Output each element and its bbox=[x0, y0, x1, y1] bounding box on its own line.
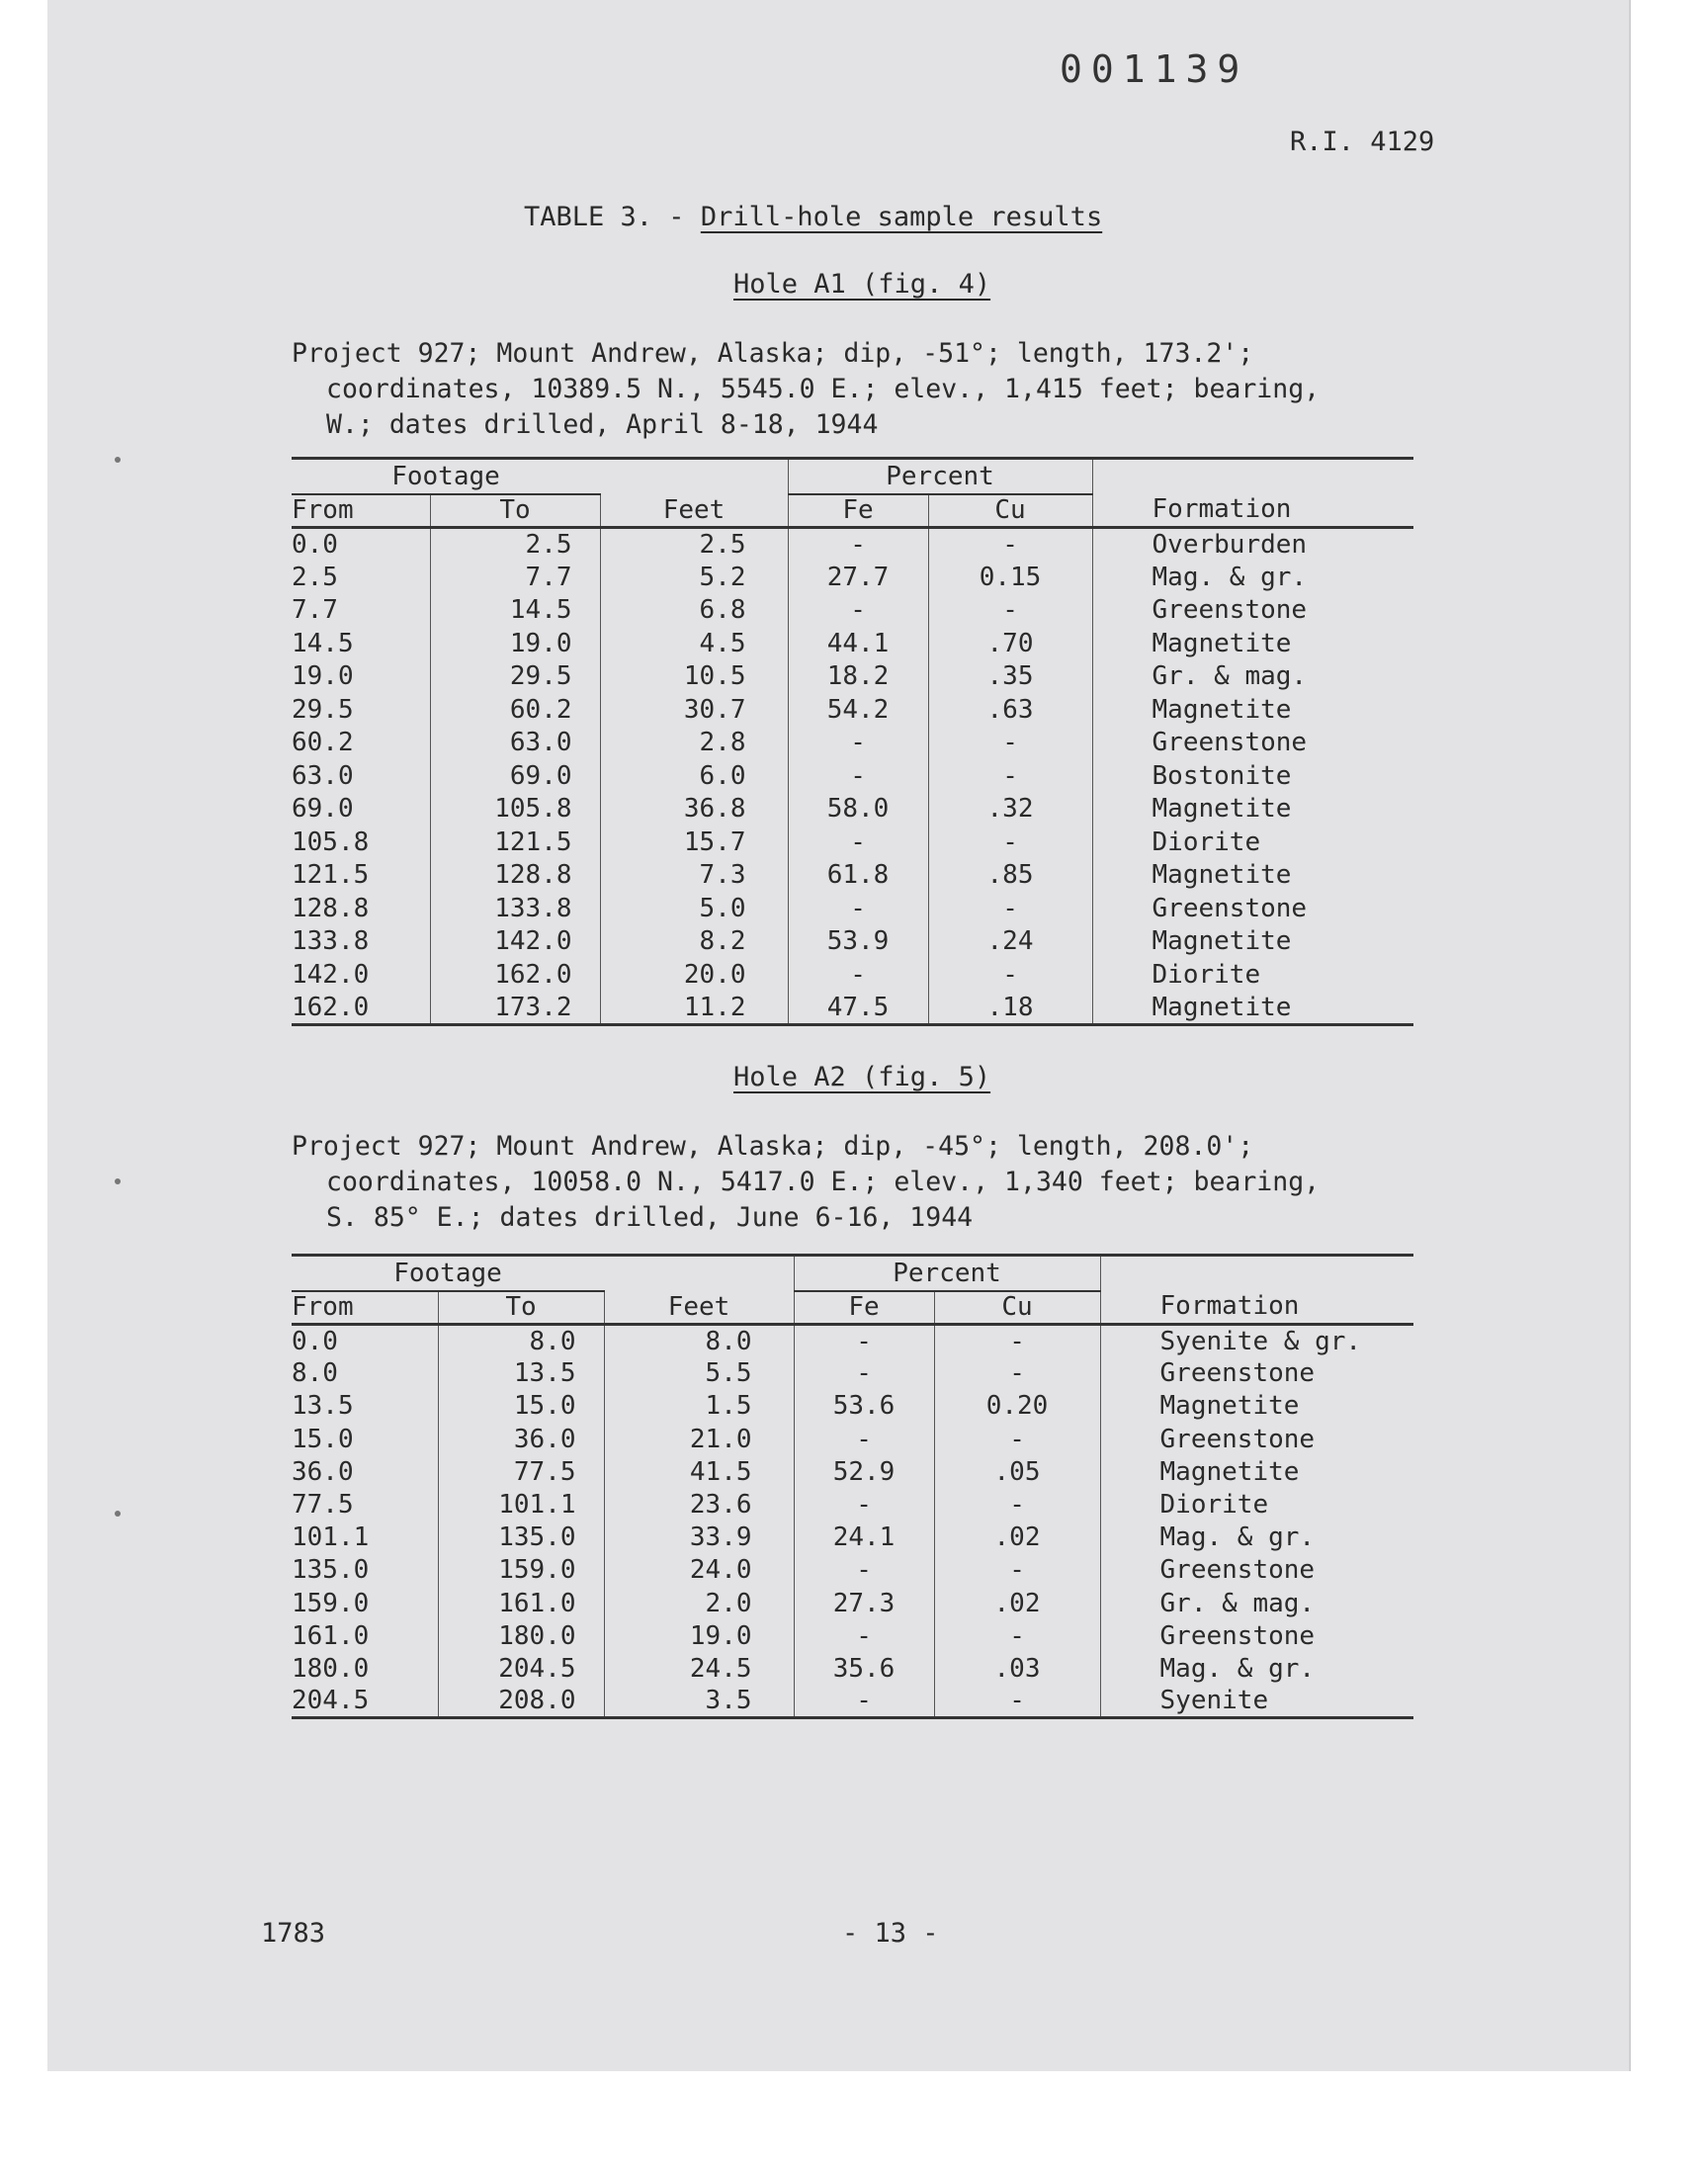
from-cell: 142.0 bbox=[292, 959, 370, 990]
feet-cell: 24.5 bbox=[604, 1652, 794, 1685]
cu-cell: - bbox=[928, 826, 1092, 859]
feet-cell: 2.5 bbox=[600, 528, 788, 562]
cu-cell: - bbox=[928, 958, 1092, 992]
formation-cell: Mag. & gr. bbox=[1100, 1522, 1413, 1554]
feet-header: Feet bbox=[600, 494, 788, 528]
formation-cell: Greenstone bbox=[1100, 1423, 1413, 1455]
formation-cell: Magnetite bbox=[1100, 1390, 1413, 1423]
cu-cell: .63 bbox=[928, 693, 1092, 727]
cu-cell: .24 bbox=[928, 925, 1092, 959]
table-row bbox=[292, 693, 1413, 727]
page-number: - 13 - bbox=[842, 1918, 939, 1949]
feet-cell: 5.0 bbox=[600, 892, 788, 925]
feet-cell: 3.5 bbox=[604, 1686, 794, 1718]
to-cell: 60.2 bbox=[430, 693, 600, 727]
table-row bbox=[292, 826, 1413, 859]
to-cell: 159.0 bbox=[438, 1554, 604, 1587]
formation-cell: Syenite bbox=[1100, 1686, 1413, 1718]
to-cell: 135.0 bbox=[438, 1522, 604, 1554]
table-row bbox=[292, 561, 1413, 594]
cu-cell: - bbox=[928, 528, 1092, 562]
fe-header: Fe bbox=[794, 1291, 934, 1325]
from-cell: 105.8 bbox=[292, 826, 370, 857]
fe-cell: 53.6 bbox=[794, 1390, 934, 1423]
fe-cell: 61.8 bbox=[788, 859, 928, 893]
table-row bbox=[292, 528, 1413, 562]
to-cell: 162.0 bbox=[430, 958, 600, 992]
table-title-prefix: TABLE 3. - bbox=[524, 202, 701, 232]
feet-cell: 30.7 bbox=[600, 693, 788, 727]
hole-a1-desc-line: W.; dates drilled, April 8-18, 1944 bbox=[326, 409, 879, 440]
formation-cell: Diorite bbox=[1100, 1488, 1413, 1521]
cu-cell: 0.15 bbox=[928, 561, 1092, 594]
formation-cell: Diorite bbox=[1092, 958, 1413, 992]
to-cell: 133.8 bbox=[430, 892, 600, 925]
table-row bbox=[292, 660, 1413, 694]
fe-cell: - bbox=[788, 594, 928, 628]
table-title-text: Drill-hole sample results bbox=[700, 202, 1103, 232]
formation-cell: Bostonite bbox=[1092, 759, 1413, 793]
feet-cell: 36.8 bbox=[600, 793, 788, 826]
cu-cell: - bbox=[934, 1554, 1100, 1587]
from-cell: 60.2 bbox=[292, 728, 354, 758]
cu-header: Cu bbox=[928, 494, 1092, 528]
serial-number: 001139 bbox=[1060, 47, 1249, 91]
from-cell: 69.0 bbox=[292, 794, 354, 825]
percent-header: Percent bbox=[788, 459, 1092, 494]
from-cell: 133.8 bbox=[292, 926, 370, 957]
fe-cell: 47.5 bbox=[788, 992, 928, 1025]
table-row bbox=[292, 992, 1413, 1025]
feet-cell: 2.0 bbox=[604, 1587, 794, 1619]
table-row bbox=[292, 1325, 1413, 1357]
cu-cell: - bbox=[928, 892, 1092, 925]
cu-cell: - bbox=[934, 1619, 1100, 1652]
to-cell: 2.5 bbox=[430, 528, 600, 562]
to-cell: 173.2 bbox=[430, 992, 600, 1025]
table-row bbox=[292, 1390, 1413, 1423]
cu-cell: - bbox=[928, 727, 1092, 760]
feet-cell: 8.2 bbox=[600, 925, 788, 959]
feet-cell: 21.0 bbox=[604, 1423, 794, 1455]
table-row bbox=[292, 1488, 1413, 1521]
cu-cell: - bbox=[928, 759, 1092, 793]
feet-cell: 1.5 bbox=[604, 1390, 794, 1423]
table-row bbox=[292, 1522, 1413, 1554]
feet-cell: 7.3 bbox=[600, 859, 788, 893]
footer-code: 1783 bbox=[261, 1918, 326, 1949]
percent-header: Percent bbox=[794, 1256, 1100, 1291]
fe-cell: 18.2 bbox=[788, 660, 928, 694]
table-title bbox=[524, 202, 1102, 232]
table-row bbox=[292, 1357, 1413, 1390]
formation-cell: Greenstone bbox=[1100, 1554, 1413, 1587]
to-cell: 14.5 bbox=[430, 594, 600, 628]
table-row bbox=[292, 627, 1413, 660]
cu-cell: 0.20 bbox=[934, 1390, 1100, 1423]
feet-cell: 5.2 bbox=[600, 561, 788, 594]
fe-cell: 58.0 bbox=[788, 793, 928, 826]
document-page bbox=[47, 0, 1629, 2071]
fe-cell: 54.2 bbox=[788, 693, 928, 727]
from-cell: 8.0 bbox=[292, 1358, 338, 1389]
hole-a1-description bbox=[292, 336, 1428, 443]
fe-cell: 44.1 bbox=[788, 627, 928, 660]
feet-cell: 8.0 bbox=[604, 1325, 794, 1357]
hole-a1-desc-line: Project 927; Mount Andrew, Alaska; dip, -51°; length, 173.2'; bbox=[292, 338, 1254, 369]
to-cell: 142.0 bbox=[430, 925, 600, 959]
to-cell: 128.8 bbox=[430, 859, 600, 893]
from-cell: 0.0 bbox=[292, 1326, 338, 1356]
from-cell: 19.0 bbox=[292, 661, 354, 692]
to-header: To bbox=[438, 1291, 604, 1325]
feet-cell: 4.5 bbox=[600, 627, 788, 660]
feet-cell: 24.0 bbox=[604, 1554, 794, 1587]
footage-header: Footage bbox=[292, 1256, 604, 1291]
fe-cell: - bbox=[794, 1554, 934, 1587]
hole-a2-desc-line: coordinates, 10058.0 N., 5417.0 E.; elev., 1,340 feet; bearing, bbox=[326, 1167, 1321, 1197]
from-cell: 2.5 bbox=[292, 562, 338, 592]
to-cell: 208.0 bbox=[438, 1686, 604, 1718]
feet-cell: 2.8 bbox=[600, 727, 788, 760]
table-row bbox=[292, 1619, 1413, 1652]
from-cell: 180.0 bbox=[292, 1653, 370, 1684]
to-cell: 36.0 bbox=[438, 1423, 604, 1455]
table-row bbox=[292, 759, 1413, 793]
feet-cell: 6.0 bbox=[600, 759, 788, 793]
cu-cell: .02 bbox=[934, 1587, 1100, 1619]
from-cell: 15.0 bbox=[292, 1424, 354, 1454]
cu-cell: - bbox=[934, 1325, 1100, 1357]
to-header: To bbox=[430, 494, 600, 528]
to-cell: 19.0 bbox=[430, 627, 600, 660]
formation-cell: Magnetite bbox=[1092, 859, 1413, 893]
feet-cell: 33.9 bbox=[604, 1522, 794, 1554]
fe-cell: - bbox=[788, 958, 928, 992]
table-row bbox=[292, 958, 1413, 992]
fe-header: Fe bbox=[788, 494, 928, 528]
to-cell: 77.5 bbox=[438, 1455, 604, 1488]
table-row bbox=[292, 1423, 1413, 1455]
hole-a1-table bbox=[292, 457, 1413, 1026]
hole-a2-description bbox=[292, 1129, 1428, 1236]
feet-cell: 6.8 bbox=[600, 594, 788, 628]
feet-header: Feet bbox=[604, 1291, 794, 1325]
scan-speck bbox=[115, 1511, 121, 1517]
to-cell: 15.0 bbox=[438, 1390, 604, 1423]
formation-cell: Magnetite bbox=[1092, 693, 1413, 727]
from-cell: 14.5 bbox=[292, 628, 354, 658]
cu-header: Cu bbox=[934, 1291, 1100, 1325]
from-cell: 121.5 bbox=[292, 860, 370, 891]
cu-cell: - bbox=[934, 1488, 1100, 1521]
feet-cell: 11.2 bbox=[600, 992, 788, 1025]
cu-cell: .35 bbox=[928, 660, 1092, 694]
hole-a1-desc-line: coordinates, 10389.5 N., 5545.0 E.; elev., 1,415 feet; bearing, bbox=[326, 374, 1321, 404]
fe-cell: - bbox=[788, 727, 928, 760]
hole-a2-desc-line: S. 85° E.; dates drilled, June 6-16, 1944 bbox=[326, 1202, 974, 1233]
fe-cell: - bbox=[788, 892, 928, 925]
fe-cell: 35.6 bbox=[794, 1652, 934, 1685]
formation-cell: Magnetite bbox=[1092, 992, 1413, 1025]
from-cell: 13.5 bbox=[292, 1391, 354, 1422]
fe-cell: - bbox=[794, 1686, 934, 1718]
from-header: From bbox=[292, 494, 430, 528]
table-row bbox=[292, 859, 1413, 893]
cu-cell: .02 bbox=[934, 1522, 1100, 1554]
to-cell: 63.0 bbox=[430, 727, 600, 760]
from-cell: 204.5 bbox=[292, 1686, 438, 1718]
from-cell: 36.0 bbox=[292, 1456, 354, 1487]
formation-cell: Magnetite bbox=[1092, 925, 1413, 959]
from-cell: 7.7 bbox=[292, 595, 338, 626]
formation-cell: Magnetite bbox=[1092, 627, 1413, 660]
from-cell: 29.5 bbox=[292, 694, 354, 725]
to-cell: 8.0 bbox=[438, 1325, 604, 1357]
fe-cell: - bbox=[794, 1325, 934, 1357]
to-cell: 29.5 bbox=[430, 660, 600, 694]
formation-cell: Gr. & mag. bbox=[1100, 1587, 1413, 1619]
to-cell: 7.7 bbox=[430, 561, 600, 594]
feet-cell: 23.6 bbox=[604, 1488, 794, 1521]
fe-cell: - bbox=[788, 826, 928, 859]
fe-cell: 27.3 bbox=[794, 1587, 934, 1619]
formation-cell: Diorite bbox=[1092, 826, 1413, 859]
from-cell: 101.1 bbox=[292, 1522, 370, 1553]
from-cell: 135.0 bbox=[292, 1555, 370, 1586]
fe-cell: - bbox=[788, 759, 928, 793]
cu-cell: - bbox=[928, 594, 1092, 628]
fe-cell: 53.9 bbox=[788, 925, 928, 959]
cu-cell: .32 bbox=[928, 793, 1092, 826]
formation-cell: Greenstone bbox=[1092, 594, 1413, 628]
formation-cell: Overburden bbox=[1092, 528, 1413, 562]
from-cell: 128.8 bbox=[292, 893, 370, 923]
hole-a2-desc-line: Project 927; Mount Andrew, Alaska; dip, -45°; length, 208.0'; bbox=[292, 1131, 1254, 1162]
cu-cell: - bbox=[934, 1357, 1100, 1390]
from-cell: 159.0 bbox=[292, 1588, 370, 1618]
to-cell: 161.0 bbox=[438, 1587, 604, 1619]
feet-cell: 41.5 bbox=[604, 1455, 794, 1488]
from-cell: 63.0 bbox=[292, 760, 354, 791]
hole-a2-table bbox=[292, 1254, 1413, 1719]
table-row bbox=[292, 594, 1413, 628]
feet-cell: 20.0 bbox=[600, 958, 788, 992]
footage-header: Footage bbox=[292, 459, 600, 494]
formation-header: Formation bbox=[1092, 494, 1413, 528]
cu-cell: - bbox=[934, 1423, 1100, 1455]
to-cell: 121.5 bbox=[430, 826, 600, 859]
from-cell: 0.0 bbox=[292, 530, 338, 560]
from-cell: 162.0 bbox=[292, 992, 430, 1025]
cu-cell: .05 bbox=[934, 1455, 1100, 1488]
cu-cell: - bbox=[934, 1686, 1100, 1718]
to-cell: 204.5 bbox=[438, 1652, 604, 1685]
from-header: From bbox=[292, 1291, 438, 1325]
fe-cell: - bbox=[794, 1619, 934, 1652]
formation-cell: Magnetite bbox=[1100, 1455, 1413, 1488]
fe-cell: - bbox=[794, 1488, 934, 1521]
hole-a1-heading: Hole A1 (fig. 4) bbox=[733, 269, 991, 300]
from-cell: 77.5 bbox=[292, 1490, 354, 1521]
scan-speck bbox=[115, 457, 121, 463]
cu-cell: .18 bbox=[928, 992, 1092, 1025]
fe-cell: 52.9 bbox=[794, 1455, 934, 1488]
formation-cell: Greenstone bbox=[1100, 1357, 1413, 1390]
formation-cell: Greenstone bbox=[1092, 892, 1413, 925]
formation-cell: Magnetite bbox=[1092, 793, 1413, 826]
table-row bbox=[292, 1587, 1413, 1619]
fe-cell: - bbox=[794, 1357, 934, 1390]
formation-cell: Greenstone bbox=[1092, 727, 1413, 760]
table-row bbox=[292, 793, 1413, 826]
table-row bbox=[292, 1455, 1413, 1488]
fe-cell: 27.7 bbox=[788, 561, 928, 594]
formation-cell: Syenite & gr. bbox=[1100, 1325, 1413, 1357]
formation-cell: Greenstone bbox=[1100, 1619, 1413, 1652]
formation-cell: Mag. & gr. bbox=[1100, 1652, 1413, 1685]
scan-speck bbox=[115, 1178, 121, 1184]
from-cell: 161.0 bbox=[292, 1620, 370, 1651]
feet-cell: 10.5 bbox=[600, 660, 788, 694]
fe-cell: 24.1 bbox=[794, 1522, 934, 1554]
cu-cell: .85 bbox=[928, 859, 1092, 893]
cu-cell: .03 bbox=[934, 1652, 1100, 1685]
formation-cell: Mag. & gr. bbox=[1092, 561, 1413, 594]
table-row bbox=[292, 727, 1413, 760]
report-id: R.I. 4129 bbox=[1290, 127, 1435, 157]
feet-cell: 19.0 bbox=[604, 1619, 794, 1652]
feet-cell: 5.5 bbox=[604, 1357, 794, 1390]
table-row bbox=[292, 925, 1413, 959]
table-row bbox=[292, 1686, 1413, 1718]
table-row bbox=[292, 1652, 1413, 1685]
fe-cell: - bbox=[788, 528, 928, 562]
to-cell: 105.8 bbox=[430, 793, 600, 826]
hole-a2-heading: Hole A2 (fig. 5) bbox=[733, 1062, 991, 1092]
to-cell: 101.1 bbox=[438, 1488, 604, 1521]
cu-cell: .70 bbox=[928, 627, 1092, 660]
to-cell: 13.5 bbox=[438, 1357, 604, 1390]
formation-header: Formation bbox=[1100, 1291, 1413, 1325]
to-cell: 69.0 bbox=[430, 759, 600, 793]
formation-cell: Gr. & mag. bbox=[1092, 660, 1413, 694]
to-cell: 180.0 bbox=[438, 1619, 604, 1652]
fe-cell: - bbox=[794, 1423, 934, 1455]
table-row bbox=[292, 1554, 1413, 1587]
table-row bbox=[292, 892, 1413, 925]
feet-cell: 15.7 bbox=[600, 826, 788, 859]
